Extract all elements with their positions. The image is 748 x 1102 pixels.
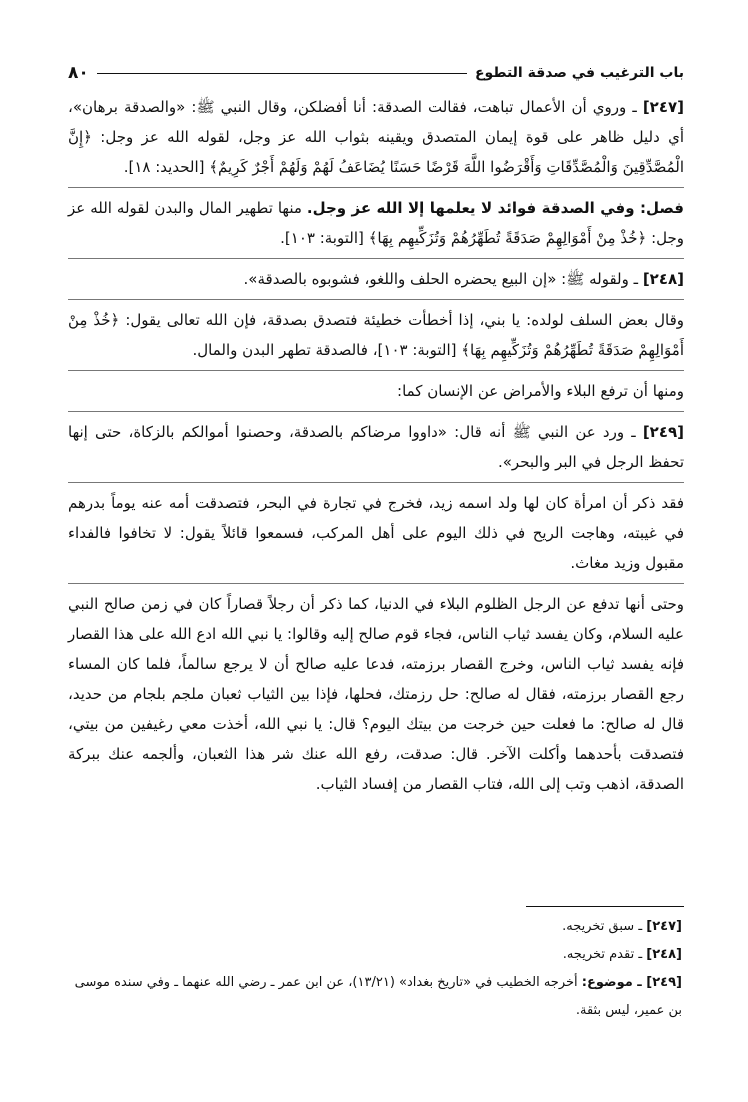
paragraph-hadith-248 [68, 264, 684, 294]
chapter-title: باب الترغيب في صدقة التطوع [474, 65, 684, 81]
section-divider [68, 583, 684, 584]
paragraph-text: [التوبة: ١٠٣]، فالصدقة تطهر البدن والمال. [192, 341, 462, 359]
section-divider [68, 258, 684, 259]
footnote-rule [526, 906, 684, 907]
footnote-248 [68, 941, 684, 969]
footnote-249 [68, 969, 684, 1025]
paragraph-text: منها تطهير المال والبدن لقوله الله عز وجل: [68, 199, 684, 247]
footnote-text: ـ سبق تخريجه. [562, 919, 647, 934]
section-divider [68, 299, 684, 300]
verse-reference: [التوبة: ١٠٣]. [280, 229, 369, 247]
section-divider [68, 370, 684, 371]
quran-verse: ﴿خُذْ مِنْ أَمْوَالِهِمْ صَدَقَةً تُطَهِّرُهُمْ وَتُزَكِّيهِم بِهَا﴾ [368, 229, 647, 247]
paragraph-text: ـ ورد عن النبي ﷺ أنه قال: «داووا مرضاكم بالصدقة، وحصنوا أموالكم بالزكاة، حتى إنها تحفظ الرجل في البر والبحر». [68, 423, 684, 471]
section-divider [68, 482, 684, 483]
verse-reference: [الحديد: ١٨]. [123, 158, 210, 176]
header-rule [97, 73, 467, 74]
footnote-text: ـ تقدم تخريجه. [562, 947, 647, 962]
paragraph-text: ـ وروي أن الأعمال تباهت، فقالت الصدقة: أنا أفضلكن، وقال النبي ﷺ: «والصدقة برهان»، أي دليل ظاهر على قوة إيمان المتصدق ويقينه بثواب الله عز وجل، لقوله الله عز وجل: [68, 98, 684, 146]
paragraph-text: وقال بعض السلف لولده: يا بني، إذا أخطأت خطيئة فتصدق بصدقة، فإن الله تعالى يقول: [119, 311, 684, 329]
section-divider [68, 187, 684, 188]
footnote-247 [68, 913, 684, 941]
paragraph-salaf [68, 305, 684, 365]
paragraph-text: ومنها أن ترفع البلاء والأمراض عن الإنسان كما: [397, 382, 684, 400]
paragraph-hadith-247 [68, 92, 684, 182]
paragraph-text: ـ ولقوله ﷺ: «إن البيع يحضره الحلف واللغو، فشوبوه بالصدقة». [243, 270, 643, 288]
footnote-text: أخرجه الخطيب في «تاريخ بغداد» (١٣/٢١)، عن ابن عمر ـ رضي الله عنهما ـ وفي سنده موسى بن عمير، ليس بثقة. [74, 975, 682, 1018]
hadith-number: [٢٤٩] [642, 423, 684, 441]
paragraph-text: فقد ذكر أن امرأة كان لها ولد اسمه زيد، فخرج في تجارة في البحر، فتصدقت أمه عنه يوماً بدرهم في غيبته، وهاجت الريح في ذلك اليوم على أهل المركب، فسمعوا قائلاً يقول: لا تخافوا فالفداء مقبول وزيد مغاث. [68, 494, 684, 572]
quran-verse: ﴿إِنَّ الْمُصَّدِّقِينَ وَالْمُصَّدِّقَاتِ وَأَقْرَضُوا اللَّهَ قَرْضًا حَسَنًا يُضَاعَفُ لَهُمْ وَلَهُمْ أَجْرٌ كَرِيمٌ﴾ [68, 128, 684, 176]
paragraph-washerman-story [68, 589, 684, 799]
footnote-number: [٢٤٧] [646, 919, 682, 934]
footnote-number: [٢٤٨] [646, 947, 682, 962]
paragraph-fasl [68, 193, 684, 253]
section-divider [68, 411, 684, 412]
footnotes [68, 906, 684, 1025]
footnote-grade: ـ موضوع: [581, 975, 647, 990]
paragraph-benefits [68, 376, 684, 406]
quran-verse: ﴿خُذْ مِنْ أَمْوَالِهِمْ صَدَقَةً تُطَهِّرُهُمْ وَتُزَكِّيهِم بِهَا﴾ [68, 311, 684, 359]
paragraph-hadith-249 [68, 417, 684, 477]
paragraph-text: وحتى أنها تدفع عن الرجل الظلوم البلاء في الدنيا، كما ذكر أن رجلاً قصاراً كان في زمن صالح النبي عليه السلام، وكان يفسد ثياب الناس، فجاء قوم صالح إليه وقالوا: يا نبي الله ادع الله على هذا القصار فإنه يفسد ثياب الناس، وخرج القصار برزمته، فدعا عليه صالح أن لا يرجع سالماً، فلما كان المساء رجع القصار برزمته، فقال له صالح: حل رزمتك، فحلها، فإذا بين الثياب ثعبان ملجم بلجام من حديد، قال له صالح: ما فعلت حين خرجت من بيتك اليوم؟ قال: يا نبي الله، أخذت معي رغيفين من بيتي، فتصدقت بأحدهما وأكلت الآخر. قال: صدقت، رفع الله عنك شر هذا الثعبان، وألجمه عنك ببركة الصدقة، اذهب وتب إلى الله، فتاب القصار من إفساد الثياب. [68, 595, 684, 793]
hadith-number: [٢٤٨] [642, 270, 684, 288]
running-header [68, 58, 684, 88]
page-number: ٨٠ [68, 63, 89, 83]
footnote-number: [٢٤٩] [646, 975, 682, 990]
section-heading: فصل: وفي الصدقة فوائد لا يعلمها إلا الله عز وجل. [306, 199, 685, 217]
hadith-number: [٢٤٧] [642, 98, 684, 116]
page-body [68, 58, 684, 799]
paragraph-zaid-story [68, 488, 684, 578]
